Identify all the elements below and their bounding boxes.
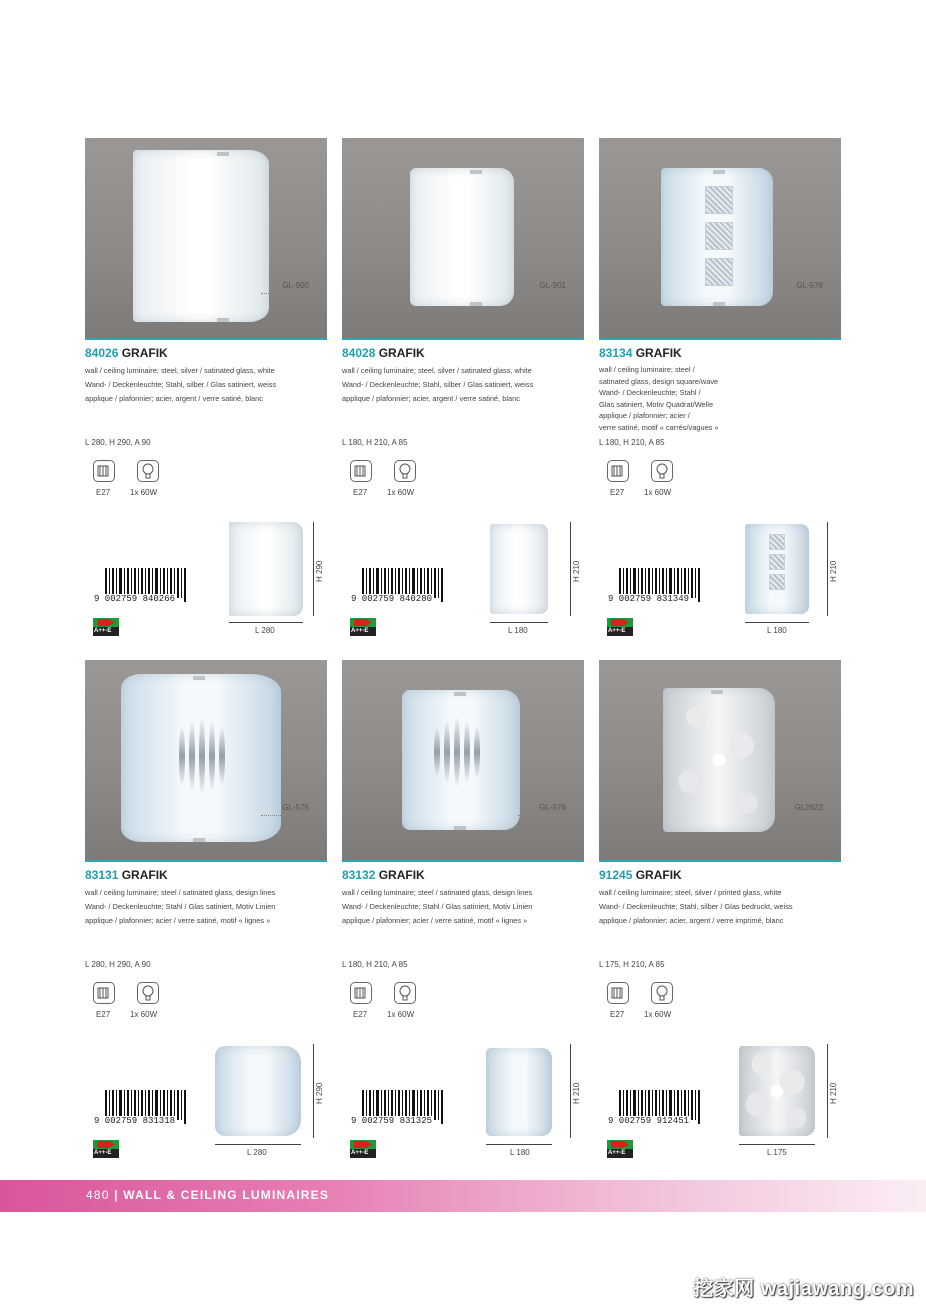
product-title: 83134 GRAFIK — [599, 346, 682, 360]
light-bulb-icon — [394, 460, 416, 482]
barcode-number: 9 002759 840266 — [94, 594, 176, 604]
product-dimensions: L 175, H 210, A 85 — [599, 960, 665, 969]
light-bulb-icon — [651, 460, 673, 482]
watermark: 挖家网 wajiawang.com — [693, 1278, 914, 1300]
product-card-91245 — [599, 660, 841, 1192]
product-photo — [342, 660, 584, 860]
barcode-number: 9 002759 912451 — [608, 1116, 690, 1126]
product-card-84028 — [342, 138, 584, 670]
light-bulb-icon — [137, 982, 159, 1004]
power-label: 1x 60W — [644, 1010, 672, 1019]
product-dimensions: L 180, H 210, A 85 — [342, 438, 408, 447]
light-bulb-icon — [137, 460, 159, 482]
length-label: L 175 — [767, 1148, 787, 1157]
height-label: H 290 — [315, 1082, 324, 1104]
product-photo — [599, 138, 841, 338]
gl-code: GL2623 — [794, 803, 823, 812]
bulb-socket-icon — [350, 982, 372, 1004]
power-label: 1x 60W — [644, 488, 672, 497]
energy-class: A++-E — [608, 628, 626, 634]
product-description: wall / ceiling luminaire; steel, silver / satinated glass, white Wand- / Deckenleuchte; Stahl, silber / Glas satiniert, weiss applique / plafonnier; acier, argent / verre satiné, blanc — [85, 366, 277, 403]
product-title: 91245 GRAFIK — [599, 868, 682, 882]
lamp-image — [402, 690, 520, 830]
bulb-socket-icon — [350, 460, 372, 482]
length-label: L 180 — [767, 626, 787, 635]
product-description: wall / ceiling luminaire; steel, silver / printed glass, white Wand- / Deckenleuchte; Stahl, silber / Glas bedruckt, weiss applique / plafonnier; acier, argent / verre imprimé, blanc — [599, 888, 793, 925]
height-label: H 290 — [315, 560, 324, 582]
product-card-83132 — [342, 660, 584, 1192]
length-label: L 180 — [510, 1148, 530, 1157]
socket-label: E27 — [610, 1010, 625, 1019]
light-bulb-icon — [651, 982, 673, 1004]
socket-label: E27 — [96, 488, 111, 497]
bulb-socket-icon — [93, 982, 115, 1004]
length-label: L 280 — [255, 626, 275, 635]
dimension-drawing — [739, 1046, 815, 1136]
product-dimensions: L 180, H 210, A 85 — [599, 438, 665, 447]
socket-label: E27 — [353, 1010, 368, 1019]
product-title: 84026 GRAFIK — [85, 346, 168, 360]
gl-code: GL-578 — [796, 281, 823, 290]
height-label: H 210 — [829, 1082, 838, 1104]
height-label: H 210 — [572, 1082, 581, 1104]
product-photo — [599, 660, 841, 860]
footer-text: 480 | WALL & CEILING LUMINAIRES — [86, 1188, 330, 1202]
dimension-drawing — [229, 522, 303, 616]
product-photo — [85, 138, 327, 338]
energy-class: A++-E — [94, 628, 112, 634]
length-label: L 280 — [247, 1148, 267, 1157]
section-title: WALL & CEILING LUMINAIRES — [123, 1188, 330, 1202]
gl-code: GL-901 — [539, 281, 566, 290]
height-label: H 210 — [572, 560, 581, 582]
power-label: 1x 60W — [130, 488, 158, 497]
lamp-image — [663, 688, 775, 832]
bulb-socket-icon — [607, 460, 629, 482]
barcode-number: 9 002759 831349 — [608, 594, 690, 604]
height-label: H 210 — [829, 560, 838, 582]
energy-class: A++-E — [608, 1150, 626, 1156]
product-dimensions: L 280, H 290, A 90 — [85, 960, 151, 969]
product-dimensions: L 180, H 210, A 85 — [342, 960, 408, 969]
gl-code: GL-575 — [282, 803, 309, 812]
gl-code: GL-576 — [539, 803, 566, 812]
dimension-drawing — [486, 1048, 552, 1136]
power-label: 1x 60W — [387, 488, 415, 497]
energy-class: A++-E — [351, 628, 369, 634]
dimension-drawing — [490, 524, 548, 614]
dimension-drawing — [215, 1046, 301, 1136]
page-number: 480 — [86, 1188, 110, 1202]
product-description: wall / ceiling luminaire; steel / satinated glass, design lines Wand- / Deckenleuchte; Stahl / Glas satiniert, Motiv Linien applique / plafonnier; acier / verre satiné, motif « lignes » — [342, 888, 533, 925]
barcode-number: 9 002759 831318 — [94, 1116, 176, 1126]
product-title: 83132 GRAFIK — [342, 868, 425, 882]
barcode-number: 9 002759 840280 — [351, 594, 433, 604]
product-photo — [342, 138, 584, 338]
product-dimensions: L 280, H 290, A 90 — [85, 438, 151, 447]
product-photo — [85, 660, 327, 860]
power-label: 1x 60W — [387, 1010, 415, 1019]
barcode-number: 9 002759 831325 — [351, 1116, 433, 1126]
gl-code: GL-900 — [282, 281, 309, 290]
power-label: 1x 60W — [130, 1010, 158, 1019]
lamp-image — [410, 168, 514, 306]
product-title: 84028 GRAFIK — [342, 346, 425, 360]
product-description: wall / ceiling luminaire; steel / satinated glass, design square/wave Wand- / Deckenleuchte; Stahl / Glas satiniert, Motiv Quadrat/Welle applique / plafonnier; acier / verre satiné, motif « carrés/vagues » — [599, 365, 719, 432]
product-card-84026 — [85, 138, 327, 670]
energy-class: A++-E — [351, 1150, 369, 1156]
product-description: wall / ceiling luminaire; steel / satinated glass, design lines Wand- / Deckenleuchte; Stahl / Glas satiniert, Motiv Linien applique / plafonnier; acier / verre satiné, motif « lignes » — [85, 888, 276, 925]
energy-class: A++-E — [94, 1150, 112, 1156]
product-card-83131 — [85, 660, 327, 1192]
socket-label: E27 — [610, 488, 625, 497]
product-description: wall / ceiling luminaire; steel, silver / satinated glass, white Wand- / Deckenleuchte; Stahl, silber / Glas satiniert, weiss applique / plafonnier; acier, argent / verre satiné, blanc — [342, 366, 534, 403]
product-title: 83131 GRAFIK — [85, 868, 168, 882]
bulb-socket-icon — [93, 460, 115, 482]
length-label: L 180 — [508, 626, 528, 635]
light-bulb-icon — [394, 982, 416, 1004]
socket-label: E27 — [353, 488, 368, 497]
socket-label: E27 — [96, 1010, 111, 1019]
product-card-83134 — [599, 138, 841, 670]
bulb-socket-icon — [607, 982, 629, 1004]
lamp-image — [133, 150, 269, 322]
